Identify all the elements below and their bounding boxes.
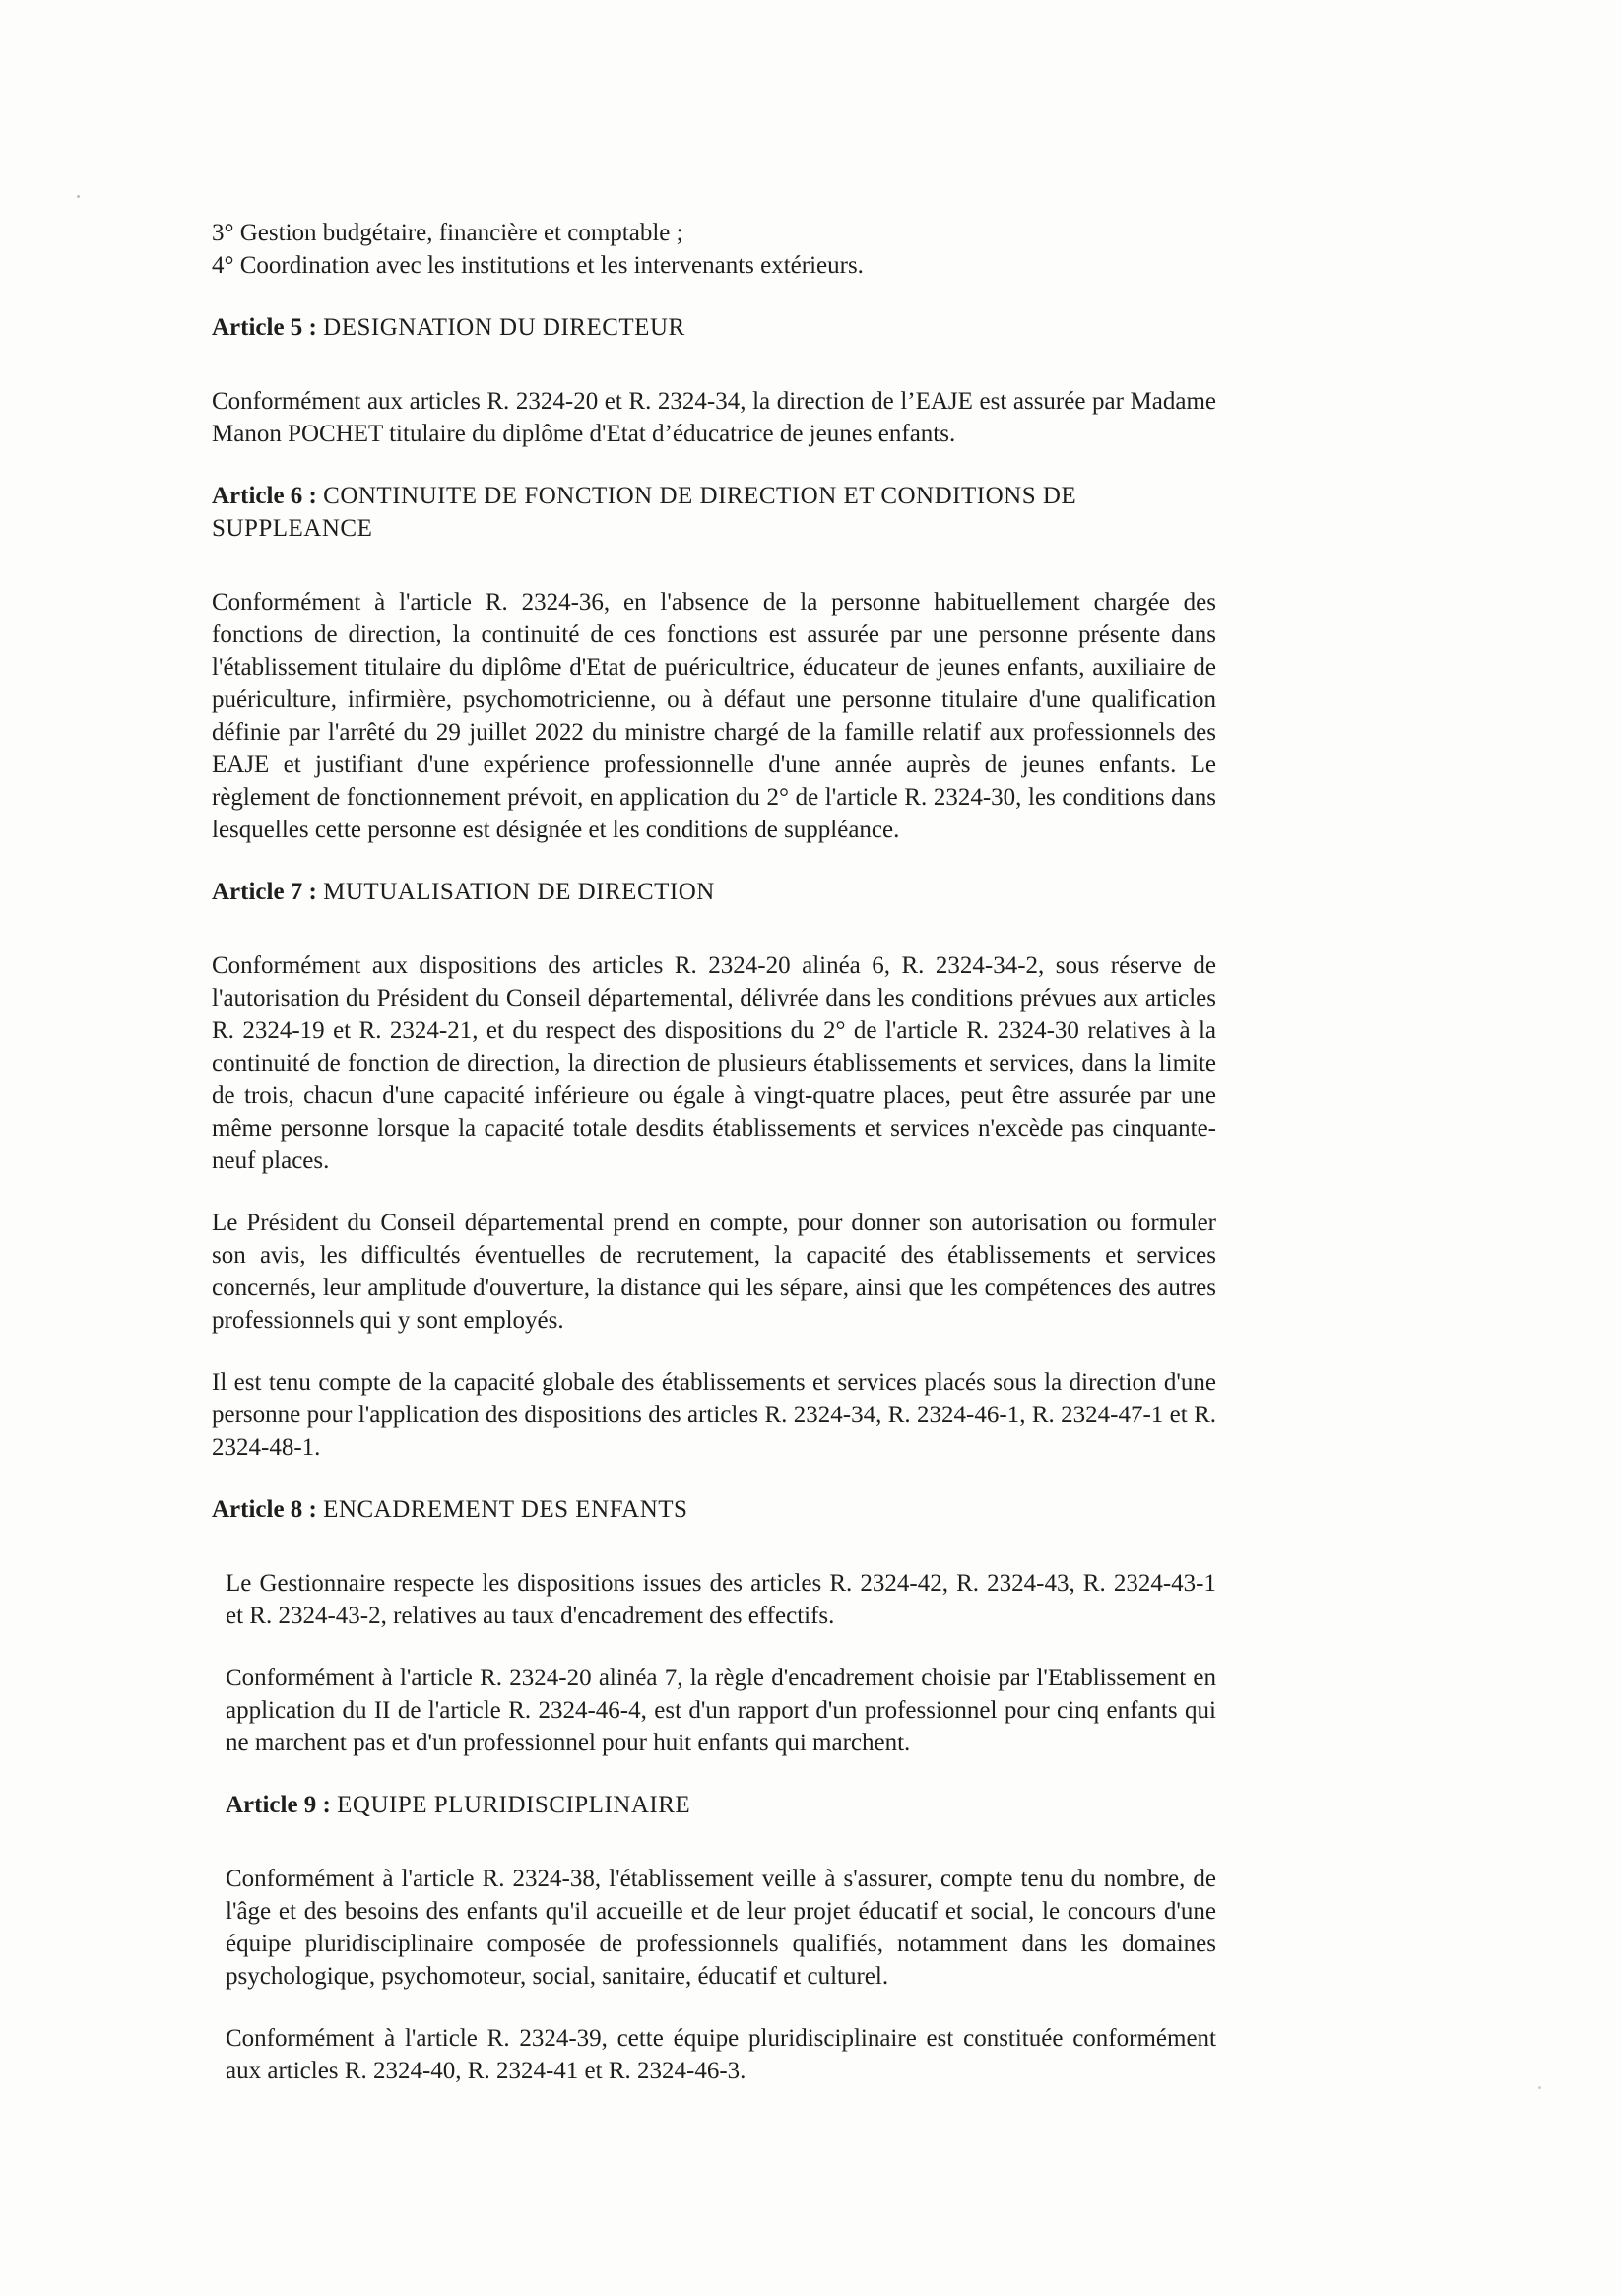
article-7-paragraph: Conformément aux dispositions des articles R. 2324-20 alinéa 6, R. 2324-34-2, sous réserve de l'autorisation du Président du Conseil départemental, délivrée dans les conditions prévues aux articles R. 2324-19 et R. 2324-21, et du respect des dispositions du 2° de l'article R. 2324-30 relatives à la continuité de fonction de direction, la direction de plusieurs établissements et services, dans la limite de trois, chacun d'une capacité inférieure ou égale à vingt-quatre places, peut être assurée par une même personne lorsque la capacité totale desdits établissements et services n'excède pas cinquante-neuf places. (212, 952, 1216, 1174)
article-number: Article 7 : (212, 879, 317, 905)
intro-item: 3° Gestion budgétaire, financière et comptable ; (212, 220, 683, 246)
article-7-heading (212, 876, 1216, 908)
article-title: ENCADREMENT DES ENFANTS (323, 1496, 688, 1523)
article-5-paragraph: Conformément aux articles R. 2324-20 et R. 2324-34, la direction de l’EAJE est assurée par Madame Manon POCHET titulaire du diplôme d'Etat d’éducatrice de jeunes enfants. (212, 388, 1216, 447)
article-7-paragraph: Le Président du Conseil départemental prend en compte, pour donner son autorisation ou formuler son avis, les difficultés éventuelles de recrutement, la capacité des établissements et services concernés, leur amplitude d'ouverture, la distance qui les sépare, ainsi que les compétences des autres professionnels qui y sont employés. (212, 1210, 1216, 1334)
article-9-paragraph: Conformément à l'article R. 2324-38, l'établissement veille à s'assurer, compte tenu du nombre, de l'âge et des besoins des enfants qu'il accueille et de leur projet éducatif et social, le concours d'une équipe pluridisciplinaire composée de professionnels qualifiés, notamment dans les domaines psychologique, psychomoteur, social, sanitaire, éducatif et culturel. (226, 1866, 1216, 1990)
scan-speck (1538, 2086, 1541, 2089)
article-number: Article 6 : (212, 483, 317, 509)
article-7-paragraph: Il est tenu compte de la capacité globale des établissements et services placés sous la direction d'une personne pour l'application des dispositions des articles R. 2324-34, R. 2324-46-1, R. 2324-47-1 et R. 2324-48-1. (212, 1369, 1216, 1461)
article-9-paragraph: Conformément à l'article R. 2324-39, cette équipe pluridisciplinaire est constituée conformément aux articles R. 2324-40, R. 2324-41 et R. 2324-46-3. (226, 2025, 1216, 2084)
article-5-heading (212, 311, 1216, 344)
intro-item: 4° Coordination avec les institutions et les intervenants extérieurs. (212, 252, 864, 279)
article-8-heading (212, 1493, 1216, 1526)
article-6-paragraph: Conformément à l'article R. 2324-36, en l'absence de la personne habituellement chargée des fonctions de direction, la continuité de ces fonctions est assurée par une personne présente dans l'établissement titulaire du diplôme d'Etat de puéricultrice, éducateur de jeunes enfants, auxiliaire de puériculture, infirmière, psychomotricienne, ou à défaut une personne titulaire d'une qualification définie par l'arrêté du 29 juillet 2022 du ministre chargé de la famille relatif aux professionnels des EAJE et justifiant d'une expérience professionnelle d'une année auprès de jeunes enfants. Le règlement de fonctionnement prévoit, en application du 2° de l'article R. 2324-30, les conditions dans lesquelles cette personne est désignée et les conditions de suppléance. (212, 589, 1216, 843)
article-title: MUTUALISATION DE DIRECTION (323, 879, 715, 905)
article-6-heading (212, 480, 1216, 545)
article-8-paragraph: Conformément à l'article R. 2324-20 alinéa 7, la règle d'encadrement choisie par l'Etablissement en application du II de l'article R. 2324-46-4, est d'un rapport d'un professionnel pour cinq enfants qui ne marchent pas et d'un professionnel pour huit enfants qui marchent. (226, 1665, 1216, 1756)
document-body (212, 217, 1216, 2087)
scan-speck (77, 195, 80, 198)
article-title: EQUIPE PLURIDISCIPLINAIRE (337, 1792, 691, 1818)
article-number: Article 5 : (212, 314, 317, 341)
article-title: DESIGNATION DU DIRECTEUR (323, 314, 685, 341)
article-number: Article 9 : (226, 1792, 331, 1818)
article-title: CONTINUITE DE FONCTION DE DIRECTION ET CONDITIONS DE SUPPLEANCE (212, 483, 1077, 542)
article-9-heading (226, 1789, 1216, 1821)
article-number: Article 8 : (212, 1496, 317, 1523)
article-8-paragraph: Le Gestionnaire respecte les dispositions issues des articles R. 2324-42, R. 2324-43, R. 2324-43-1 et R. 2324-43-2, relatives au taux d'encadrement des effectifs. (226, 1570, 1216, 1629)
